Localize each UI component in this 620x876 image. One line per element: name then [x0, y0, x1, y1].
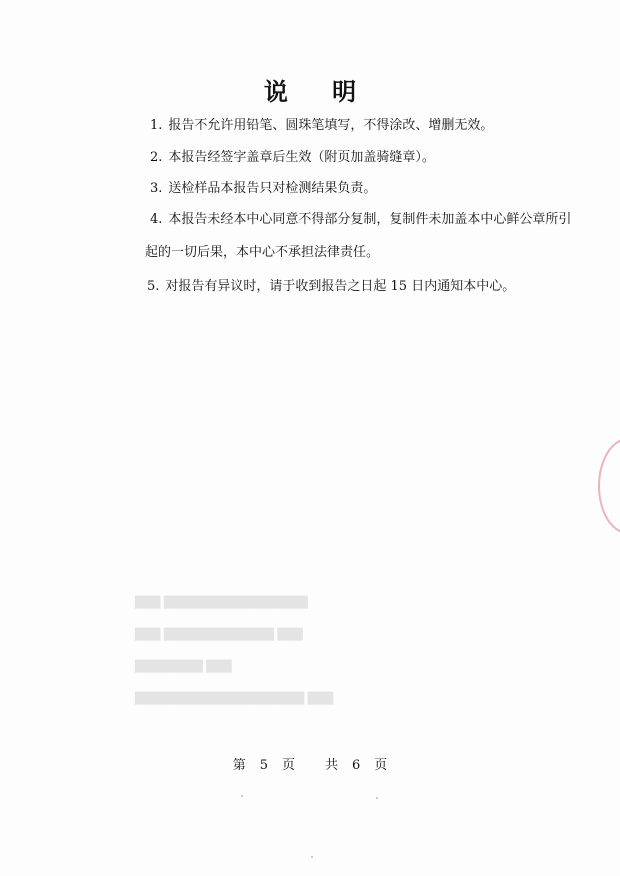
total-suffix: 页 — [374, 758, 388, 773]
page-number: 5 — [259, 758, 268, 773]
notice-item-4 — [150, 212, 570, 228]
item-text: 本报告未经本中心同意不得部分复制，复制件未加盖本中心鲜公章所引 — [168, 212, 572, 227]
item-number: 3. — [150, 181, 163, 196]
notice-item-2 — [150, 150, 570, 166]
show-through-line: ███ █████████████ ███ — [135, 628, 303, 641]
notice-item-4-continuation: 起的一切后果，本中心不承担法律责任。 — [145, 245, 380, 260]
item-number: 2. — [150, 150, 163, 165]
scan-speck — [311, 856, 313, 858]
item-text: 送检样品本报告只对检测结果负责。 — [168, 181, 377, 196]
total-pages: 6 — [352, 758, 361, 773]
show-through-line: ███ ████████ — [135, 660, 232, 673]
total-prefix: 共 — [325, 758, 339, 773]
item-number: 1. — [150, 118, 163, 133]
page-suffix: 页 — [281, 758, 295, 773]
page-prefix: 第 — [232, 758, 246, 773]
document-title: 说 明 — [263, 77, 375, 106]
show-through-line: █████████████████ ███ — [135, 596, 308, 609]
notice-item-3 — [150, 181, 570, 197]
notice-item-1 — [150, 118, 570, 134]
notice-item-5 — [147, 279, 567, 295]
item-text: 本报告经签字盖章后生效（附页加盖骑缝章）。 — [168, 150, 435, 165]
show-through-line: ███ ████████████████████ — [135, 692, 334, 705]
scan-speck — [241, 795, 243, 797]
item-number: 5. — [147, 279, 160, 294]
scan-speck — [376, 797, 378, 799]
seal-stamp-edge — [598, 438, 620, 534]
item-number: 4. — [150, 212, 163, 227]
page-footer — [0, 754, 620, 773]
item-text: 报告不允许用铅笔、圆珠笔填写，不得涂改、增删无效。 — [168, 118, 494, 133]
item-text: 对报告有异议时，请于收到报告之日起 15 日内通知本中心。 — [165, 279, 516, 294]
